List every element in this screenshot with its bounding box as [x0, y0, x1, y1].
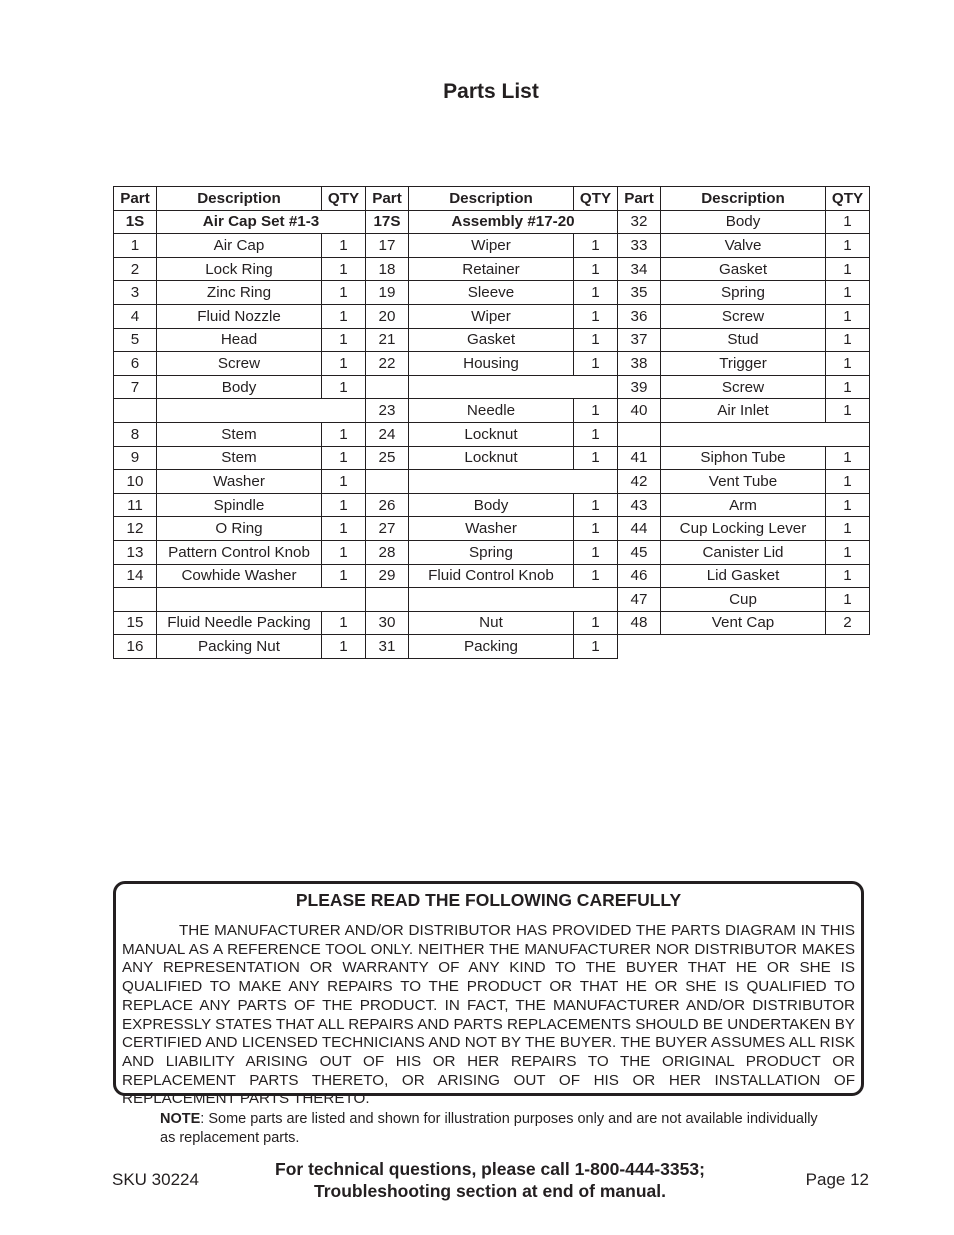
part-number-cell: [366, 470, 409, 494]
description-cell: Vent Cap: [661, 611, 826, 635]
part-number-cell: [114, 588, 157, 612]
part-number-cell: 17S: [366, 210, 409, 234]
part-number-cell: 44: [618, 517, 661, 541]
table-row: [114, 517, 870, 541]
qty-cell: 1: [574, 257, 618, 281]
part-number-cell: 10: [114, 470, 157, 494]
qty-cell: 1: [826, 588, 870, 612]
description-cell: Fluid Nozzle: [157, 304, 322, 328]
part-number-cell: 37: [618, 328, 661, 352]
description-cell: Zinc Ring: [157, 281, 322, 305]
description-cell: Wiper: [409, 234, 574, 258]
description-cell: Canister Lid: [661, 540, 826, 564]
part-number-cell: 18: [366, 257, 409, 281]
part-number-cell: 35: [618, 281, 661, 305]
description-cell: Fluid Needle Packing: [157, 611, 322, 635]
part-number-cell: 9: [114, 446, 157, 470]
qty-cell: 1: [826, 304, 870, 328]
description-cell: [661, 422, 870, 446]
part-number-cell: 5: [114, 328, 157, 352]
description-cell: Valve: [661, 234, 826, 258]
qty-cell: 1: [826, 281, 870, 305]
part-number-cell: 46: [618, 564, 661, 588]
part-number-cell: 30: [366, 611, 409, 635]
description-cell: Siphon Tube: [661, 446, 826, 470]
table-row: [114, 422, 870, 446]
part-number-cell: 14: [114, 564, 157, 588]
description-cell: Lock Ring: [157, 257, 322, 281]
qty-cell: 1: [574, 635, 618, 659]
qty-cell: 1: [322, 493, 366, 517]
table-row: [114, 588, 870, 612]
description-cell: Cowhide Washer: [157, 564, 322, 588]
description-cell: Spring: [661, 281, 826, 305]
description-cell: Screw: [661, 304, 826, 328]
description-cell: Gasket: [409, 328, 574, 352]
description-cell: Locknut: [409, 446, 574, 470]
qty-cell: 1: [574, 493, 618, 517]
description-cell: Housing: [409, 352, 574, 376]
qty-cell: 1: [322, 517, 366, 541]
description-cell: Body: [409, 493, 574, 517]
parts-table: [113, 186, 870, 659]
qty-cell: 1: [322, 234, 366, 258]
description-cell: Gasket: [661, 257, 826, 281]
part-number-cell: 15: [114, 611, 157, 635]
table-row: [114, 257, 870, 281]
part-number-cell: 31: [366, 635, 409, 659]
assembly-description-cell: Air Cap Set #1-3: [157, 210, 366, 234]
part-number-cell: 3: [114, 281, 157, 305]
description-cell: Lid Gasket: [661, 564, 826, 588]
table-row: [114, 635, 870, 659]
description-cell: Sleeve: [409, 281, 574, 305]
disclaimer-text: THE MANUFACTURER AND/OR DISTRIBUTOR HAS PROVIDED THE PARTS DIAGRAM IN THIS MANUAL AS A REFERENCE TOOL ONLY. NEITHER THE MANUFACTURER NOR DISTRIBUTOR MAKES ANY REPRESENTATION OR WARRANTY OF ANY KIND TO THE BUYER THAT HE OR SHE IS QUALIFIED TO MAKE ANY REPAIRS TO THE PRODUCT OR THAT HE OR SHE IS QUALIFIED TO REPLACE ANY PARTS OF THE PRODUCT. IN FACT, THE MANUFACTURER AND/OR DISTRIBUTOR EXPRESSLY STATES THAT ALL REPAIRS AND PARTS REPLACEMENTS SHOULD BE UNDERTAKEN BY CERTIFIED AND LICENSED TECHNICIANS AND NOT BY THE BUYER. THE BUYER ASSUMES ALL RISK AND LIABILITY ARISING OUT OF HIS OR HER REPAIRS TO THE ORIGINAL PRODUCT OR REPLACEMENT PARTS THERETO, OR ARISING OUT OF HIS OR HER INSTALLATION OF REPLACEMENT PARTS THERETO.: [122, 922, 855, 1108]
description-cell: Air Cap: [157, 234, 322, 258]
part-number-cell: [366, 588, 409, 612]
page-number: Page 12: [805, 1170, 869, 1189]
table-row: [114, 210, 870, 234]
part-number-cell: 22: [366, 352, 409, 376]
header-description: Description: [409, 187, 574, 211]
qty-cell: 1: [826, 328, 870, 352]
part-number-cell: 2: [114, 257, 157, 281]
part-number-cell: 39: [618, 375, 661, 399]
page-title: Parts List: [443, 80, 539, 103]
table-row: [114, 352, 870, 376]
qty-cell: 1: [826, 564, 870, 588]
part-number-cell: 11: [114, 493, 157, 517]
qty-cell: 1: [826, 210, 870, 234]
description-cell: Locknut: [409, 422, 574, 446]
qty-cell: 1: [826, 517, 870, 541]
description-cell: Pattern Control Knob: [157, 540, 322, 564]
part-number-cell: 45: [618, 540, 661, 564]
description-cell: Stem: [157, 422, 322, 446]
part-number-cell: 4: [114, 304, 157, 328]
empty-cell: [618, 635, 870, 659]
description-cell: Vent Tube: [661, 470, 826, 494]
qty-cell: 1: [322, 281, 366, 305]
qty-cell: 1: [322, 352, 366, 376]
qty-cell: 1: [574, 281, 618, 305]
disclaimer-box: [113, 881, 864, 1108]
description-cell: Spring: [409, 540, 574, 564]
part-number-cell: 25: [366, 446, 409, 470]
part-number-cell: 27: [366, 517, 409, 541]
description-cell: Washer: [157, 470, 322, 494]
description-cell: [409, 375, 618, 399]
qty-cell: 1: [322, 304, 366, 328]
sku-number: SKU 30224: [112, 1170, 199, 1189]
header-part: Part: [366, 187, 409, 211]
part-number-cell: 29: [366, 564, 409, 588]
qty-cell: 1: [826, 470, 870, 494]
part-number-cell: [366, 375, 409, 399]
part-number-cell: [618, 422, 661, 446]
header-description: Description: [157, 187, 322, 211]
qty-cell: 1: [826, 399, 870, 423]
description-cell: O Ring: [157, 517, 322, 541]
qty-cell: 1: [826, 493, 870, 517]
table-row: [114, 540, 870, 564]
description-cell: [157, 588, 366, 612]
part-number-cell: 47: [618, 588, 661, 612]
qty-cell: 1: [322, 470, 366, 494]
part-number-cell: 17: [366, 234, 409, 258]
part-number-cell: 23: [366, 399, 409, 423]
qty-cell: 1: [826, 352, 870, 376]
description-cell: Body: [157, 375, 322, 399]
description-cell: Body: [661, 210, 826, 234]
description-cell: Cup Locking Lever: [661, 517, 826, 541]
part-number-cell: 6: [114, 352, 157, 376]
qty-cell: 1: [574, 611, 618, 635]
table-row: [114, 399, 870, 423]
part-number-cell: 38: [618, 352, 661, 376]
note-paragraph: [160, 1110, 820, 1148]
qty-cell: 1: [574, 517, 618, 541]
note-label: NOTE: [160, 1111, 201, 1127]
part-number-cell: 1S: [114, 210, 157, 234]
table-row: [114, 375, 870, 399]
table-row: [114, 611, 870, 635]
qty-cell: 1: [826, 446, 870, 470]
description-cell: Trigger: [661, 352, 826, 376]
qty-cell: 1: [826, 234, 870, 258]
qty-cell: 1: [322, 564, 366, 588]
header-part: Part: [618, 187, 661, 211]
part-number-cell: 40: [618, 399, 661, 423]
qty-cell: 1: [574, 422, 618, 446]
part-number-cell: 26: [366, 493, 409, 517]
qty-cell: 1: [826, 257, 870, 281]
header-qty: QTY: [322, 187, 366, 211]
part-number-cell: 48: [618, 611, 661, 635]
qty-cell: 1: [574, 352, 618, 376]
description-cell: Nut: [409, 611, 574, 635]
table-row: [114, 446, 870, 470]
table-header-row: [114, 187, 870, 211]
part-number-cell: 16: [114, 635, 157, 659]
qty-cell: 1: [322, 635, 366, 659]
tech-support-text: [250, 1158, 730, 1202]
description-cell: Stud: [661, 328, 826, 352]
qty-cell: 1: [574, 564, 618, 588]
table-row: [114, 281, 870, 305]
table-row: [114, 470, 870, 494]
part-number-cell: 21: [366, 328, 409, 352]
header-part: Part: [114, 187, 157, 211]
qty-cell: 1: [322, 257, 366, 281]
qty-cell: 2: [826, 611, 870, 635]
part-number-cell: 41: [618, 446, 661, 470]
description-cell: Air Inlet: [661, 399, 826, 423]
qty-cell: 1: [574, 540, 618, 564]
description-cell: Wiper: [409, 304, 574, 328]
description-cell: [409, 470, 618, 494]
part-number-cell: 20: [366, 304, 409, 328]
qty-cell: 1: [826, 540, 870, 564]
description-cell: [409, 588, 618, 612]
part-number-cell: 43: [618, 493, 661, 517]
qty-cell: 1: [574, 328, 618, 352]
part-number-cell: 28: [366, 540, 409, 564]
qty-cell: 1: [322, 375, 366, 399]
description-cell: Needle: [409, 399, 574, 423]
qty-cell: 1: [322, 611, 366, 635]
qty-cell: 1: [322, 446, 366, 470]
header-description: Description: [661, 187, 826, 211]
qty-cell: 1: [574, 234, 618, 258]
part-number-cell: 42: [618, 470, 661, 494]
part-number-cell: 7: [114, 375, 157, 399]
part-number-cell: 32: [618, 210, 661, 234]
description-cell: Packing Nut: [157, 635, 322, 659]
table-row: [114, 564, 870, 588]
qty-cell: 1: [322, 422, 366, 446]
description-cell: Washer: [409, 517, 574, 541]
qty-cell: 1: [574, 399, 618, 423]
table-row: [114, 234, 870, 258]
qty-cell: 1: [322, 328, 366, 352]
part-number-cell: 36: [618, 304, 661, 328]
part-number-cell: 13: [114, 540, 157, 564]
qty-cell: 1: [322, 540, 366, 564]
part-number-cell: 34: [618, 257, 661, 281]
description-cell: Spindle: [157, 493, 322, 517]
part-number-cell: 33: [618, 234, 661, 258]
part-number-cell: 24: [366, 422, 409, 446]
part-number-cell: 1: [114, 234, 157, 258]
tech-support-line-2: Troubleshooting section at end of manual.: [314, 1181, 666, 1201]
table-row: [114, 493, 870, 517]
disclaimer-heading: PLEASE READ THE FOLLOWING CAREFULLY: [295, 890, 682, 910]
description-cell: Packing: [409, 635, 574, 659]
description-cell: Screw: [157, 352, 322, 376]
part-number-cell: [114, 399, 157, 423]
header-qty: QTY: [574, 187, 618, 211]
qty-cell: 1: [574, 446, 618, 470]
qty-cell: 1: [826, 375, 870, 399]
note-text: : Some parts are listed and shown for illustration purposes only and are not available individually as replacement parts.: [160, 1111, 818, 1146]
description-cell: Stem: [157, 446, 322, 470]
part-number-cell: 12: [114, 517, 157, 541]
table-row: [114, 304, 870, 328]
description-cell: Retainer: [409, 257, 574, 281]
part-number-cell: 19: [366, 281, 409, 305]
description-cell: Screw: [661, 375, 826, 399]
description-cell: Head: [157, 328, 322, 352]
description-cell: Arm: [661, 493, 826, 517]
description-cell: Cup: [661, 588, 826, 612]
description-cell: [157, 399, 366, 423]
qty-cell: 1: [574, 304, 618, 328]
assembly-description-cell: Assembly #17-20: [409, 210, 618, 234]
description-cell: Fluid Control Knob: [409, 564, 574, 588]
tech-support-line-1: For technical questions, please call 1-800-444-3353;: [275, 1159, 705, 1179]
table-row: [114, 328, 870, 352]
header-qty: QTY: [826, 187, 870, 211]
part-number-cell: 8: [114, 422, 157, 446]
